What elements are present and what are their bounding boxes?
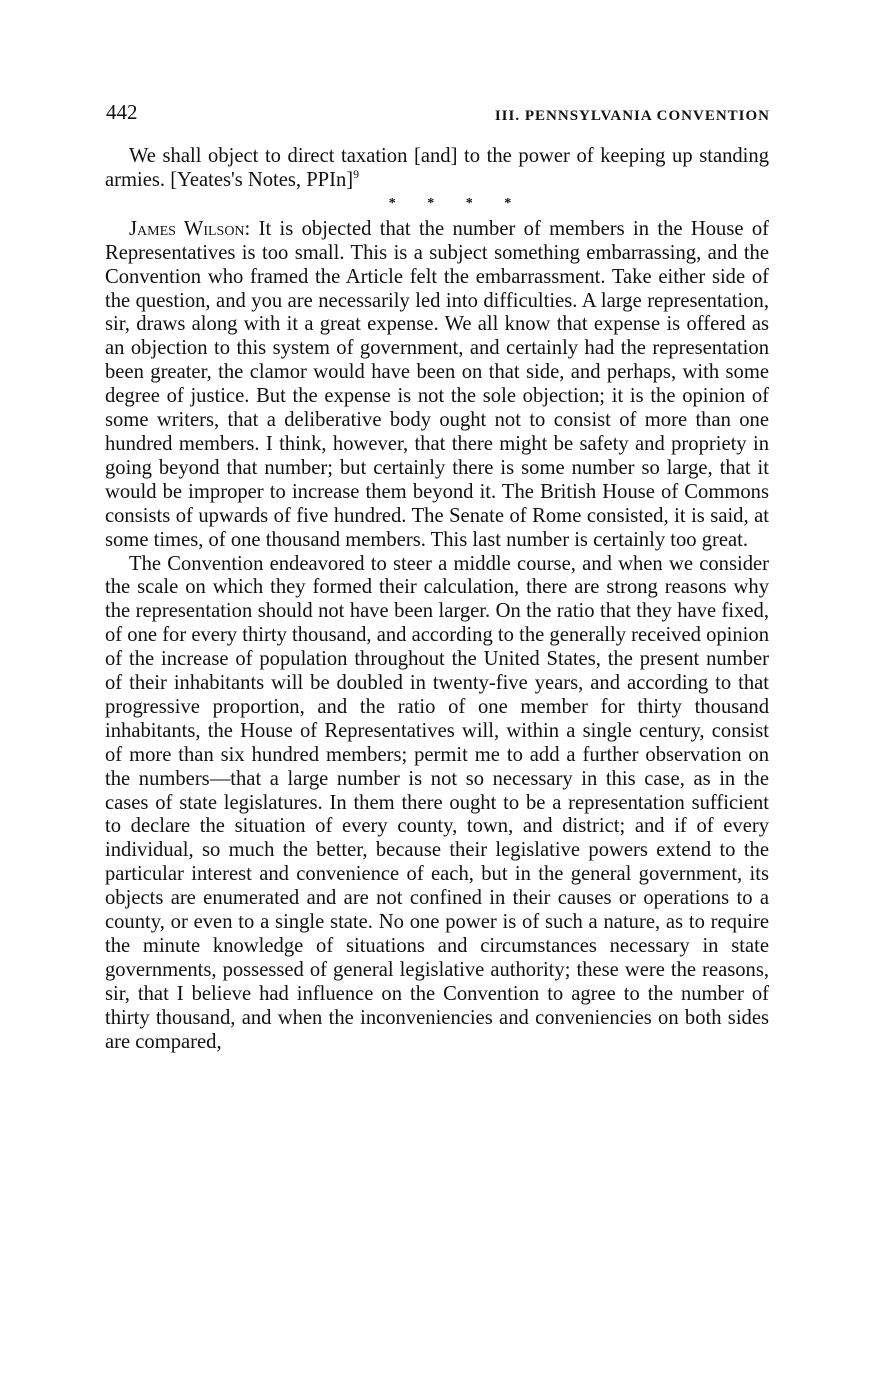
section-separator: * * * * [388, 195, 526, 211]
speech-text-2: The Convention endeavored to steer a middle course, and when we consider the scale on which they formed their calculation, there are strong reasons why the representation should not have been larger. On the ratio that they have fixed, of one for every thirty thousand, and according to the generally received opinion of the increase of population throughout the United States, the present number of their inhabitants will be doubled in twenty-five years, and according to that progressive proportion, and the ratio of one member for thirty thousand inhabitants, the House of Representatives will, within a single century, consist of more than six hundred members; permit me to add a further observation on the numbers—that a large number is not so necessary in this case, as in the cases of state legislatures. In them there ought to be a representation sufficient to declare the situation of every county, town, and district; and if of every individual, so much the better, because their legislative powers extend to the particular interest and convenience of each, but in the general government, its objects are enumerated and are not confined in their causes or operations to a county, or even to a single state. No one power is of such a nature, as to require the minute knowledge of situations and circumstances necessary in state governments, possessed of general legislative authority; these were the reasons, sir, that I believe had influence on the Convention to agree to the number of thirty thousand, and when the inconveniencies and conveniencies on both sides are compared, [105, 552, 769, 1053]
page-number: 442 [106, 100, 138, 124]
speech-paragraph-2 [105, 553, 769, 1055]
speaker-colon: : [244, 217, 251, 240]
speech-paragraph-1 [105, 218, 769, 553]
opening-paragraph [105, 145, 769, 193]
footnote-reference: 9 [353, 167, 360, 182]
speaker-name: James Wilson [129, 217, 245, 240]
speech-text-1: It is objected that the number of members in the House of Representatives is too small. This is a subject something embarrassing, and the Convention who framed the Article felt the embarrassment. Take either side of the question, and you are necessarily led into difficulties. A large representation, sir, draws along with it a great expense. We all know that expense is offered as an objection to this system of government, and certainly had the representation been greater, the clamor would have been on that side, and perhaps, with some degree of justice. But the expense is not the sole objection; it is the opinion of some writers, that a deliberative body ought not to consist of more than one hundred members. I think, however, that there might be safety and propriety in going beyond that number; but certainly there is some number so large, that it would be improper to increase them beyond it. The British House of Commons consists of upwards of five hundred. The Senate of Rome consisted, it is said, at some times, of one thousand members. This last number is certainly too great. [105, 217, 769, 551]
body-text [105, 145, 769, 1055]
opening-text: We shall object to direct taxation [and] to the power of keeping up standing armies. [Yeates's Notes, PPIn] [105, 145, 769, 191]
section-title: III. PENNSYLVANIA CONVENTION [494, 108, 770, 124]
running-header [106, 100, 770, 130]
